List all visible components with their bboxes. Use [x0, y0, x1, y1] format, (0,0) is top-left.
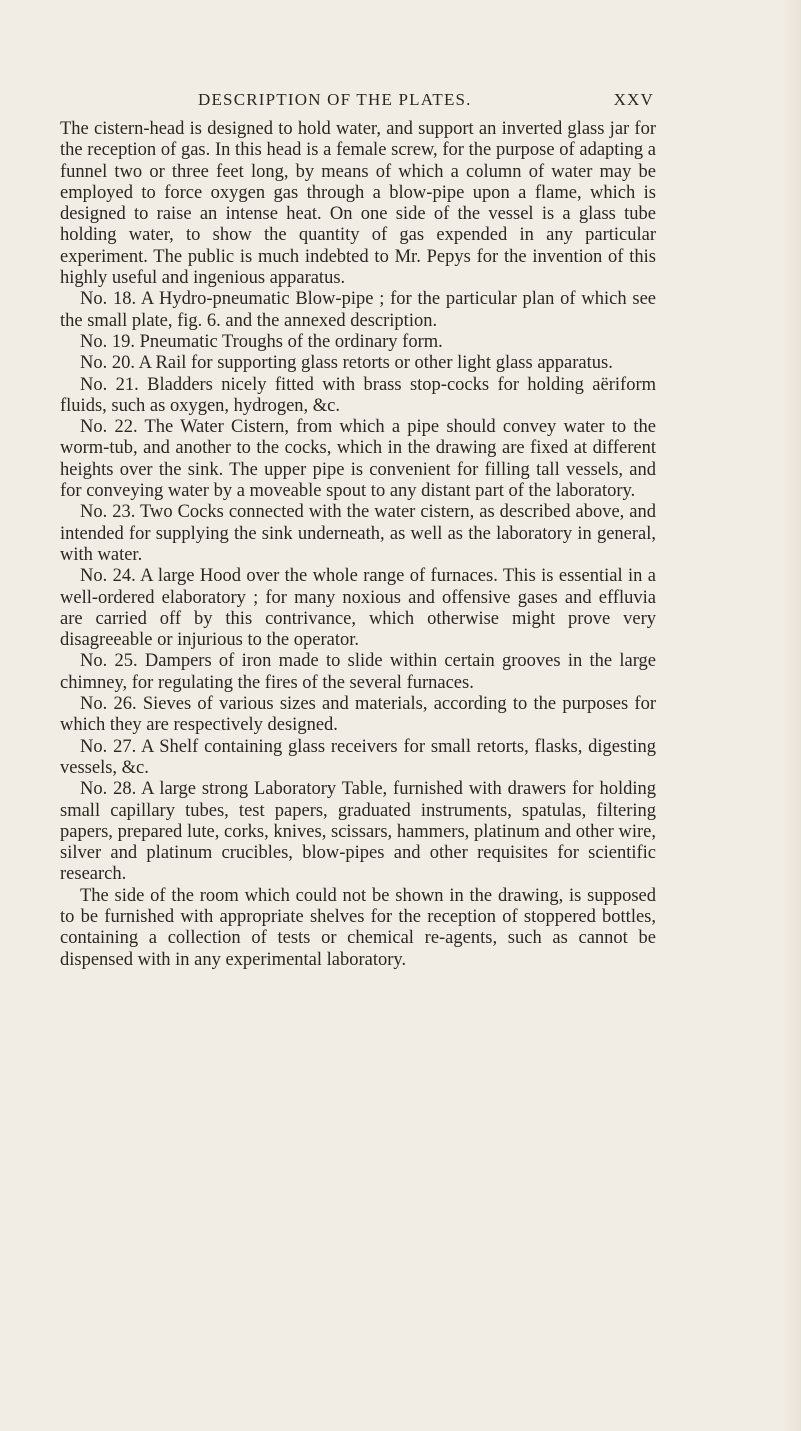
body-text — [60, 119, 656, 971]
paragraph-item-20: No. 20. A Rail for supporting glass retorts or other light glass apparatus. — [80, 353, 613, 374]
running-head-title: DESCRIPTION OF THE PLATES. — [198, 90, 472, 109]
paragraph-item-26: No. 26. Sieves of various sizes and materials, according to the purposes for which they are respectively designed. — [60, 694, 656, 736]
page-number: XXV — [613, 90, 654, 109]
paragraph-continued: The cistern-head is designed to hold water, and support an inverted glass jar for the reception of gas. In this head is a female screw, for the purpose of adapting a funnel two or three feet long, by means of which a column of water may be employed to force oxygen gas through a blow-pipe upon a flame, which is designed to raise an intense heat. On one side of the vessel is a glass tube holding water, to show the quantity of gas expended in any particular experiment. The public is much indebted to Mr. Pepys for the invention of this highly useful and ingenious apparatus. — [60, 119, 656, 289]
paragraph-closing: The side of the room which could not be shown in the drawing, is supposed to be furnished with appropriate shelves for the reception of stoppered bottles, containing a collection of tests or chemical re-agents, such as cannot be dispensed with in any experimental laboratory. — [60, 885, 656, 970]
paragraph-item-23: No. 23. Two Cocks connected with the water cistern, as described above, and intended for supplying the sink underneath, as well as the laboratory in general, with water. — [60, 502, 656, 565]
paragraph-item-25: No. 25. Dampers of iron made to slide within certain grooves in the large chimney, for regulating the fires of the several furnaces. — [60, 651, 656, 693]
paragraph-item-21: No. 21. Bladders nicely fitted with brass stop-cocks for holding aëriform fluids, such as oxygen, hydrogen, &c. — [60, 374, 656, 416]
paragraph-item-19: No. 19. Pneumatic Troughs of the ordinary form. — [80, 331, 443, 352]
page-edge-shadow — [783, 0, 801, 1431]
paragraph-item-24: No. 24. A large Hood over the whole range of furnaces. This is essential in a well-ordered elaboratory ; for many noxious and offensive gases and effluvia are carried off by this contrivance, which otherwise might prove very disagreeable or injurious to the operator. — [60, 566, 656, 651]
paragraph-item-27: No. 27. A Shelf containing glass receivers for small retorts, flasks, digesting vessels, &c. — [60, 736, 656, 778]
paragraph-item-28: No. 28. A large strong Laboratory Table, furnished with drawers for holding small capillary tubes, test papers, graduated instruments, spatulas, filtering papers, prepared lute, corks, knives, scissars, hammers, platinum and other wire, silver and platinum crucibles, blow-pipes and other requisites for scientific research. — [60, 779, 656, 885]
paragraph-item-18: No. 18. A Hydro-pneumatic Blow-pipe ; for the particular plan of which see the small plate, fig. 6. and the annexed description. — [60, 289, 656, 331]
paragraph-item-22: No. 22. The Water Cistern, from which a pipe should convey water to the worm-tub, and another to the cocks, which in the drawing are fixed at different heights over the sink. The upper pipe is convenient for filling tall vessels, and for conveying water by a moveable spout to any distant part of the laboratory. — [60, 417, 656, 502]
